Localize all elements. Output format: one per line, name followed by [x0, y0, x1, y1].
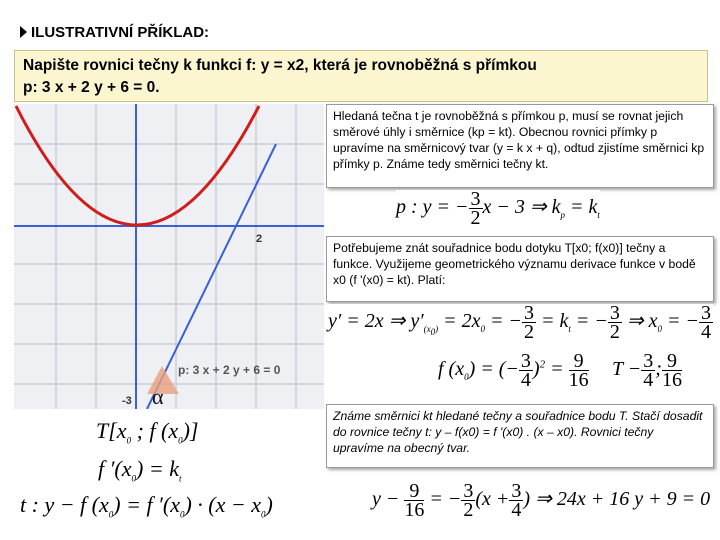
- graph-svg: [14, 104, 324, 409]
- fraction: $\frac{9}{16}$: [568, 350, 589, 391]
- eq-text: = 2x: [438, 310, 481, 333]
- eq-text: T −: [612, 358, 642, 381]
- eq-text: ) = k: [136, 456, 179, 481]
- eq-text: ⇒ 24x + 16 y + 9 = 0: [535, 488, 711, 511]
- eq-text: = −: [570, 310, 608, 333]
- tick-label-x2: 2: [256, 233, 263, 245]
- triangle-bullet-icon: [20, 26, 27, 38]
- eq-text: y′ = 2x ⇒ y′: [328, 310, 424, 333]
- tick-label-ym3: -3: [122, 395, 132, 407]
- eq-text: = k: [565, 196, 598, 219]
- task-line-1: Napište rovnici tečny k funkci f: y = x2, která je rovnoběžná s přímkou: [23, 57, 537, 74]
- eq-text: )]: [182, 418, 199, 443]
- explanation-box-3: Známe směrnici kt hledané tečny a souřadnice bodu T. Stačí dosadit do rovnice tečny t: y – f(x0) = f '(x0) . (x – x0). Rovnici tečny upravíme na obecný tvar.: [326, 404, 714, 468]
- section-title-text: ILUSTRATIVNÍ PŘÍKLAD:: [31, 24, 210, 41]
- eq-text: T: [96, 418, 109, 443]
- eq-text: f (x: [438, 358, 465, 381]
- equation-p-slope: p : y = − $\frac{3}{2}$ x − 3 ⇒ $k_p = k_t$: [396, 188, 600, 229]
- function-graph: [14, 104, 324, 409]
- eq-text: [x: [108, 418, 127, 443]
- eq-text: p : y = −: [396, 196, 469, 219]
- eq-text: ; f (x: [131, 418, 179, 443]
- task-line-2: p: 3 x + 2 y + 6 = 0.: [23, 79, 160, 96]
- eq-text: ) = f ′(x: [113, 492, 180, 517]
- line-p-label: p: 3 x + 2 y + 6 = 0: [178, 363, 281, 377]
- task-box: [14, 50, 708, 102]
- eq-text: =: [545, 358, 564, 381]
- alpha-label: α: [152, 384, 164, 409]
- eq-text: = −: [662, 310, 700, 333]
- formula-tangent: t : y − f $(x_0) = f$ $'(x_0) \cdot (x - x_0)$: [20, 492, 273, 520]
- section-title: [20, 24, 209, 41]
- fraction: $\frac{3}{4}$: [643, 350, 654, 391]
- eq-text: t : y − f (x: [20, 492, 109, 517]
- fraction: $\frac{3}{4}$: [701, 302, 712, 343]
- point-T: T − $\frac{3}{4}$ ; $\frac{9}{16}$: [612, 350, 682, 391]
- eq-text: x − 3 ⇒ k: [482, 196, 561, 219]
- eq-text: ⇒ x: [621, 310, 658, 333]
- equation-fx0: f $(x_0)$ = (− $\frac{3}{4}$ )$^2$ = $\frac{9}{16}$: [438, 350, 589, 391]
- formula-derivative-k: f $'(x_0) = k_t$: [98, 456, 182, 484]
- eq-text: = k: [536, 310, 569, 333]
- eq-text: ) · (x − x: [184, 492, 261, 517]
- eq-text: ) =: [468, 358, 499, 381]
- eq-text: = −: [424, 488, 462, 511]
- fraction: $\frac{3}{2}$: [470, 188, 481, 229]
- equation-derivative: y′ = 2x ⇒ $y'_{(x_0)} = 2x_0$ = − $\frac{3}{2}$ = $k_t$ = − $\frac{3}{2}$ ⇒ $x_0$ = − $\frac{3}{4}$: [328, 302, 712, 343]
- parabola-curve: [16, 106, 259, 225]
- fraction: $\frac{3}{4}$: [520, 350, 531, 391]
- explanation-box-1: Hledaná tečna t je rovnoběžná s přímkou p, musí se rovnat jejich směrové úhly i směrnice (kp = kt). Obecnou rovnici přímky p upravíme na směrnicový tvar (y = k x + q), odtud zjistíme směrnici kp přímky p. Známe tedy směrnici tečny kt.: [326, 104, 714, 188]
- eq-text: y −: [372, 488, 400, 511]
- eq-text: = −: [485, 310, 523, 333]
- explanation-box-2: Potřebujeme znát souřadnice bodu dotyku T[x0; f(x0)] tečny a funkce. Využijeme geometrického významu derivace funkce v bodě x0 (f '(x0) = kt). Platí:: [326, 236, 714, 302]
- fraction: $\frac{3}{4}$: [511, 480, 522, 521]
- fraction: $\frac{3}{2}$: [524, 302, 535, 343]
- fraction: $\frac{9}{16}$: [661, 350, 682, 391]
- eq-text: f ′(x: [98, 456, 132, 481]
- fraction: $\frac{3}{2}$: [463, 480, 474, 521]
- fraction: $\frac{9}{16}$: [404, 480, 425, 521]
- final-equation: y − $\frac{9}{16}$ = − $\frac{3}{2}$ (x + $\frac{3}{4}$ ) ⇒ 24x + 16 y + 9 = 0: [372, 480, 711, 521]
- formula-T-point: $T[x_0$ ; f $(x_0)$]: [96, 418, 199, 446]
- fraction: $\frac{3}{2}$: [609, 302, 620, 343]
